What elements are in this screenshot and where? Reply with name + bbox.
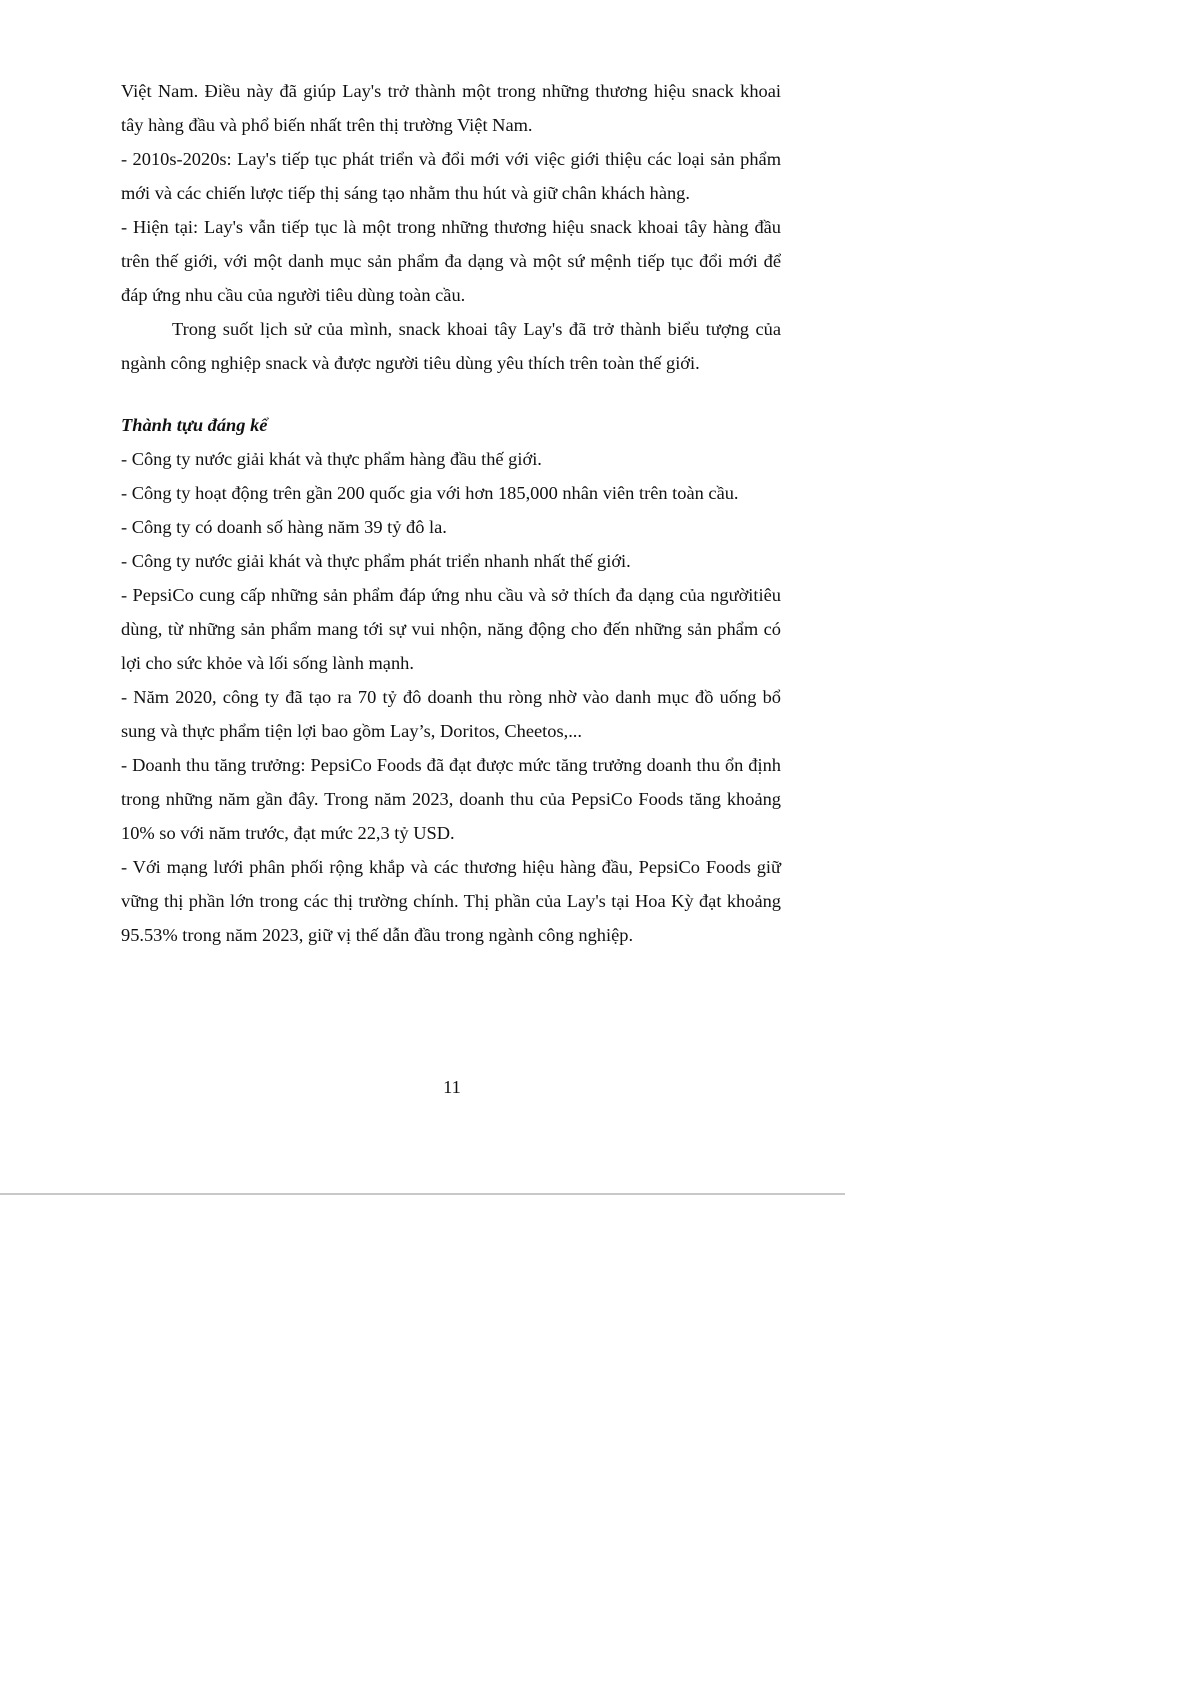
- history-paragraph-present: - Hiện tại: Lay's vẫn tiếp tục là một trong những thương hiệu snack khoai tây hàng đầu trên thế giới, với một danh mục sản phẩm đa dạng và một sứ mệnh tiếp tục đổi mới để đáp ứng nhu cầu của người tiêu dùng toàn cầu.: [121, 217, 781, 305]
- summary-paragraph: Trong suốt lịch sử của mình, snack khoai tây Lay's đã trở thành biểu tượng của ngành công nghiệp snack và được người tiêu dùng yêu thích trên toàn thế giới.: [121, 319, 781, 373]
- achievement-item: - Với mạng lưới phân phối rộng khắp và các thương hiệu hàng đầu, PepsiCo Foods giữ vững thị phần lớn trong các thị trường chính. Thị phần của Lay's tại Hoa Kỳ đạt khoảng 95.53% trong năm 2023, giữ vị thế dẫn đầu trong ngành công nghiệp.: [121, 857, 781, 945]
- achievement-item: - Doanh thu tăng trưởng: PepsiCo Foods đã đạt được mức tăng trưởng doanh thu ổn định trong những năm gần đây. Trong năm 2023, doanh thu của PepsiCo Foods tăng khoảng 10% so với năm trước, đạt mức 22,3 tỷ USD.: [121, 755, 781, 843]
- history-paragraph-2010s: - 2010s-2020s: Lay's tiếp tục phát triển và đổi mới với việc giới thiệu các loại sản phẩm mới và các chiến lược tiếp thị sáng tạo nhằm thu hút và giữ chân khách hàng.: [121, 149, 781, 203]
- page-body: [121, 74, 781, 952]
- page-bottom-border: [0, 1193, 845, 1195]
- achievement-item: - Công ty có doanh số hàng năm 39 tỷ đô la.: [121, 517, 447, 537]
- achievement-item: - Công ty nước giải khát và thực phẩm phát triển nhanh nhất thế giới.: [121, 551, 631, 571]
- page-number: 11: [443, 1077, 461, 1097]
- achievement-item: - PepsiCo cung cấp những sản phẩm đáp ứng nhu cầu và sở thích đa dạng của ngườitiêu dùng, từ những sản phẩm mang tới sự vui nhộn, năng động cho đến những sản phẩm có lợi cho sức khỏe và lối sống lành mạnh.: [121, 585, 781, 673]
- achievements-heading: Thành tựu đáng kể: [121, 415, 268, 435]
- achievement-item: - Năm 2020, công ty đã tạo ra 70 tỷ đô doanh thu ròng nhờ vào danh mục đồ uống bổ sung và thực phẩm tiện lợi bao gồm Lay’s, Doritos, Cheetos,...: [121, 687, 781, 741]
- history-paragraph-vietnam: Việt Nam. Điều này đã giúp Lay's trở thành một trong những thương hiệu snack khoai tây hàng đầu và phổ biến nhất trên thị trường Việt Nam.: [121, 81, 781, 135]
- achievement-item: - Công ty nước giải khát và thực phẩm hàng đầu thế giới.: [121, 449, 542, 469]
- achievement-item: - Công ty hoạt động trên gần 200 quốc gia với hơn 185,000 nhân viên trên toàn cầu.: [121, 483, 739, 503]
